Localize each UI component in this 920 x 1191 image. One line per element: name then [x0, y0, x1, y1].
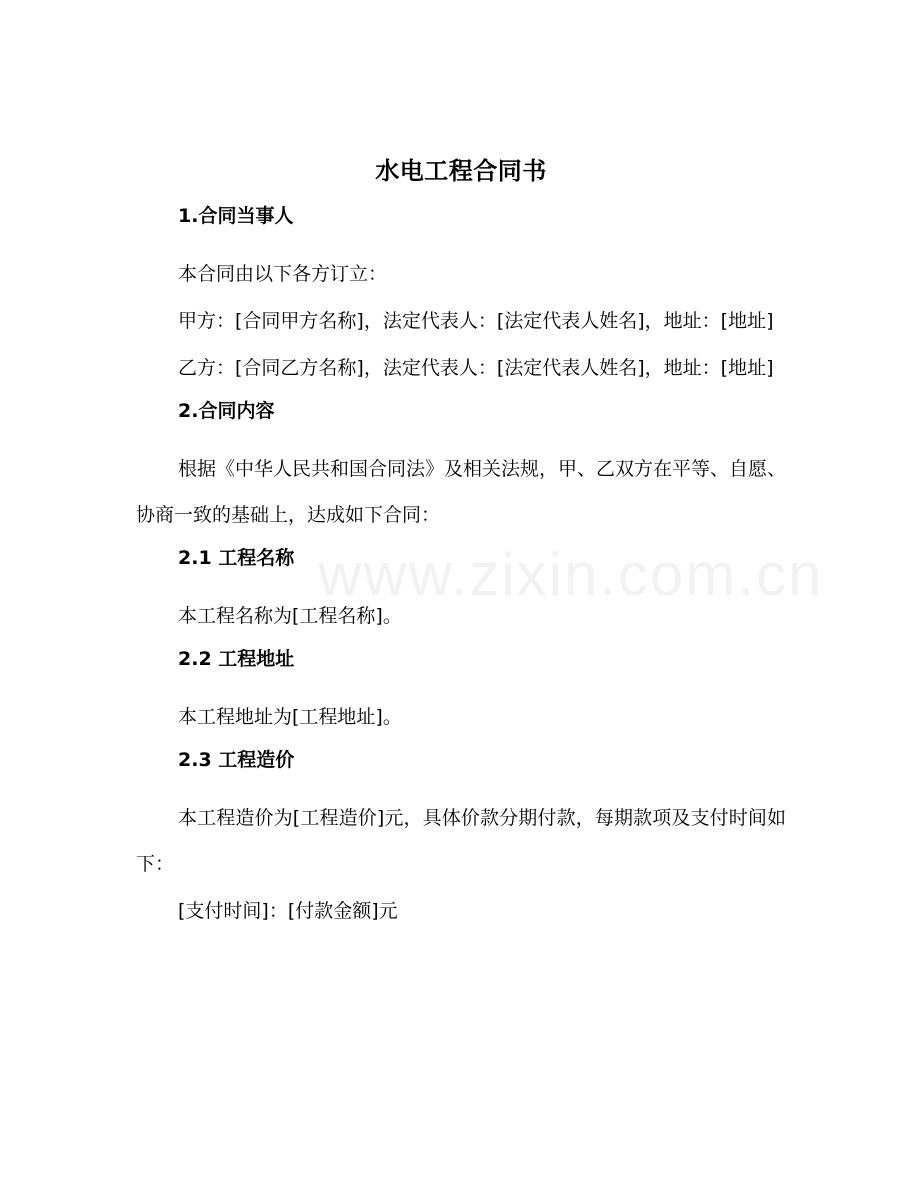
watermark: www.zixin.com.cn [318, 541, 824, 608]
document-page [136, 150, 786, 935]
paragraph-intro: 本合同由以下各方订立： [178, 263, 388, 285]
paragraph-project-name: 本工程名称为[工程名称]。 [178, 605, 402, 627]
paragraph-project-cost: 本工程造价为[工程造价]元，具体价款分期付款，每期款项及支付时间如下： [136, 807, 786, 875]
section-heading-project-name: 2.1 工程名称 [178, 547, 295, 569]
section-heading-project-cost: 2.3 工程造价 [178, 749, 295, 771]
paragraph-basis: 根据《中华人民共和国合同法》及相关法规，甲、乙双方在平等、自愿、协商一致的基础上，达成如下合同： [136, 458, 787, 526]
section-heading-content: 2.合同内容 [178, 400, 275, 422]
paragraph-party-a: 甲方：[合同甲方名称]，法定代表人：[法定代表人姓名]，地址：[地址] [178, 310, 774, 332]
paragraph-project-address: 本工程地址为[工程地址]。 [178, 706, 402, 728]
paragraph-payment-schedule: [支付时间]：[付款金额]元 [178, 900, 398, 922]
document-title: 水电工程合同书 [375, 157, 547, 185]
section-heading-project-address: 2.2 工程地址 [178, 648, 295, 670]
paragraph-party-b: 乙方：[合同乙方名称]，法定代表人：[法定代表人姓名]，地址：[地址] [178, 357, 774, 379]
section-heading-parties: 1.合同当事人 [178, 205, 294, 227]
